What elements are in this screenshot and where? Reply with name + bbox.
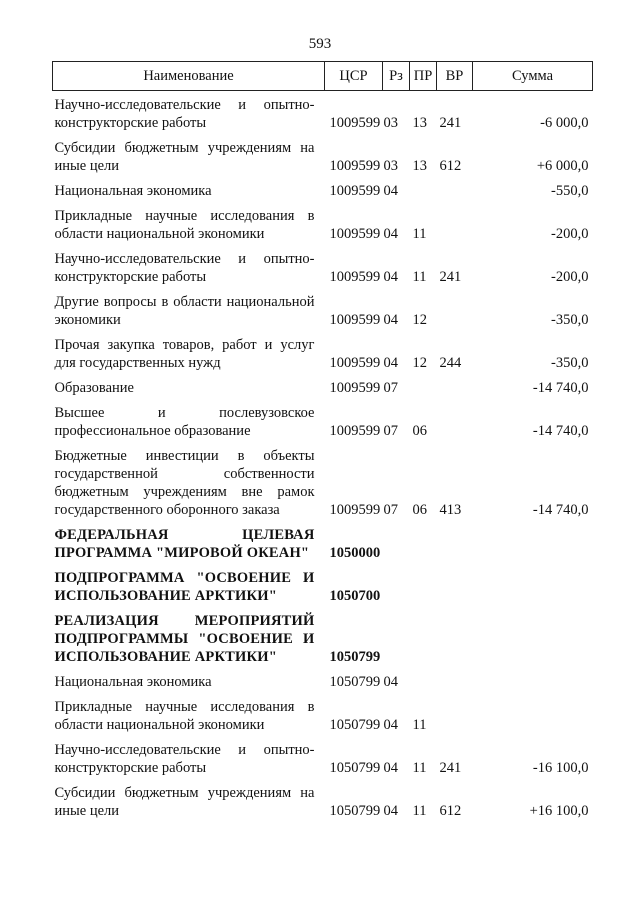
- table-row: [53, 200, 593, 243]
- header-vr: ВР: [437, 62, 473, 91]
- header-csr: ЦСР: [325, 62, 383, 91]
- row-vr: 241: [439, 115, 462, 131]
- row-csr: 1009599: [329, 355, 381, 371]
- header-rz: Рз: [383, 62, 410, 91]
- page-number: 593: [308, 36, 332, 52]
- row-rz: 04: [383, 717, 398, 733]
- row-vr: 612: [439, 158, 462, 174]
- row-csr: 1050799: [329, 674, 381, 690]
- row-csr: 1009599: [329, 183, 381, 199]
- row-pr: 13: [412, 115, 427, 131]
- row-csr: 1009599: [329, 115, 381, 131]
- row-sum: -200,0: [551, 226, 589, 242]
- table-header-row: [53, 62, 593, 91]
- header-sum: Сумма: [473, 62, 593, 91]
- row-sum: -16 100,0: [532, 760, 589, 776]
- row-vr: [437, 397, 473, 440]
- row-sum: [473, 519, 593, 562]
- row-vr: [437, 605, 473, 666]
- table-body: [53, 91, 593, 821]
- row-rz: 04: [383, 803, 398, 819]
- row-sum: -350,0: [551, 355, 589, 371]
- row-csr: 1009599: [329, 269, 381, 285]
- row-name: Научно-исследовательские и опытно-конструкторские работы: [54, 97, 315, 131]
- row-sum: -14 740,0: [532, 423, 589, 439]
- row-pr: [410, 605, 437, 666]
- row-csr: 1009599: [329, 380, 381, 396]
- row-sum: -550,0: [551, 183, 589, 199]
- row-sum: -200,0: [551, 269, 589, 285]
- row-name: Другие вопросы в области национальной экономики: [54, 294, 315, 328]
- table-row: [53, 286, 593, 329]
- row-name: Бюджетные инвестиции в объекты государственной собственности бюджетным учреждениям вне рамок государственного оборонного заказа: [54, 448, 315, 518]
- row-rz: 07: [383, 380, 398, 396]
- row-vr: [437, 286, 473, 329]
- row-name: Научно-исследовательские и опытно-конструкторские работы: [54, 251, 315, 285]
- row-rz: 07: [383, 502, 398, 518]
- row-pr: 11: [412, 760, 427, 776]
- row-name: Национальная экономика: [54, 674, 212, 690]
- row-pr: 06: [412, 502, 427, 518]
- row-vr: 241: [439, 760, 462, 776]
- row-csr: 1050799: [329, 649, 381, 665]
- table-row: [53, 777, 593, 820]
- row-csr: 1009599: [329, 423, 381, 439]
- row-sum: +16 100,0: [529, 803, 589, 819]
- row-vr: 244: [439, 355, 462, 371]
- row-pr: [410, 562, 437, 605]
- row-vr: [437, 200, 473, 243]
- table-row: [53, 372, 593, 397]
- row-name: Субсидии бюджетным учреждениям на иные цели: [54, 140, 315, 174]
- table-row: [53, 562, 593, 605]
- row-csr: 1009599: [329, 226, 381, 242]
- table-row: [53, 440, 593, 519]
- row-rz: [383, 519, 410, 562]
- row-name: Национальная экономика: [54, 183, 212, 199]
- row-sum: +6 000,0: [536, 158, 589, 174]
- table-row: [53, 243, 593, 286]
- row-vr: 413: [439, 502, 462, 518]
- row-sum: [473, 691, 593, 734]
- row-name: Прочая закупка товаров, работ и услуг для государственных нужд: [54, 337, 315, 371]
- row-vr: [437, 372, 473, 397]
- table-row: [53, 329, 593, 372]
- table-row: [53, 132, 593, 175]
- row-pr: 11: [412, 717, 427, 733]
- row-vr: [437, 562, 473, 605]
- row-csr: 1009599: [329, 312, 381, 328]
- row-pr: 11: [412, 226, 427, 242]
- row-vr: [437, 519, 473, 562]
- row-rz: 07: [383, 423, 398, 439]
- row-sum: [473, 605, 593, 666]
- row-pr: 06: [412, 423, 427, 439]
- row-pr: 12: [412, 355, 427, 371]
- row-name: Образование: [54, 380, 134, 396]
- row-vr: 612: [439, 803, 462, 819]
- row-rz: 04: [383, 183, 398, 199]
- row-rz: [383, 605, 410, 666]
- row-pr: 11: [412, 803, 427, 819]
- table-row: [53, 666, 593, 691]
- row-rz: 04: [383, 760, 398, 776]
- row-name: ПОДПРОГРАММА "ОСВОЕНИЕ И ИСПОЛЬЗОВАНИЕ АРКТИКИ": [54, 570, 315, 604]
- row-sum: [473, 666, 593, 691]
- row-sum: [473, 562, 593, 605]
- row-pr: [410, 519, 437, 562]
- row-pr: 11: [412, 269, 427, 285]
- row-sum: -14 740,0: [532, 380, 589, 396]
- table-row: [53, 519, 593, 562]
- row-rz: 03: [383, 158, 398, 174]
- row-name: Высшее и послевузовское профессиональное образование: [54, 405, 315, 439]
- row-pr: [410, 372, 437, 397]
- row-sum: -6 000,0: [540, 115, 589, 131]
- row-csr: 1050799: [329, 803, 381, 819]
- row-name: Прикладные научные исследования в области национальной экономики: [54, 208, 315, 242]
- header-pr: ПР: [410, 62, 437, 91]
- row-csr: 1009599: [329, 158, 381, 174]
- row-rz: 04: [383, 269, 398, 285]
- row-name: Субсидии бюджетным учреждениям на иные цели: [54, 785, 315, 819]
- row-rz: 04: [383, 226, 398, 242]
- row-rz: 03: [383, 115, 398, 131]
- row-vr: [437, 666, 473, 691]
- table-row: [53, 91, 593, 133]
- row-rz: 04: [383, 674, 398, 690]
- row-name: Научно-исследовательские и опытно-конструкторские работы: [54, 742, 315, 776]
- row-rz: [383, 562, 410, 605]
- row-csr: 1050000: [329, 545, 381, 561]
- row-csr: 1050700: [329, 588, 381, 604]
- table-row: [53, 175, 593, 200]
- table-row: [53, 397, 593, 440]
- row-pr: [410, 666, 437, 691]
- row-vr: [437, 175, 473, 200]
- row-pr: [410, 175, 437, 200]
- row-csr: 1009599: [329, 502, 381, 518]
- row-csr: 1050799: [329, 717, 381, 733]
- row-rz: 04: [383, 312, 398, 328]
- row-pr: 12: [412, 312, 427, 328]
- row-name: РЕАЛИЗАЦИЯ МЕРОПРИЯТИЙ ПОДПРОГРАММЫ "ОСВОЕНИЕ И ИСПОЛЬЗОВАНИЕ АРКТИКИ": [54, 613, 315, 665]
- row-pr: 13: [412, 158, 427, 174]
- budget-table: [52, 61, 593, 820]
- header-name: Наименование: [53, 62, 325, 91]
- table-row: [53, 734, 593, 777]
- table-row: [53, 605, 593, 666]
- row-sum: -350,0: [551, 312, 589, 328]
- row-csr: 1050799: [329, 760, 381, 776]
- row-vr: 241: [439, 269, 462, 285]
- table-row: [53, 691, 593, 734]
- row-rz: 04: [383, 355, 398, 371]
- row-name: ФЕДЕРАЛЬНАЯ ЦЕЛЕВАЯ ПРОГРАММА "МИРОВОЙ ОКЕАН": [54, 527, 315, 561]
- row-name: Прикладные научные исследования в области национальной экономики: [54, 699, 315, 733]
- row-vr: [437, 691, 473, 734]
- row-sum: -14 740,0: [532, 502, 589, 518]
